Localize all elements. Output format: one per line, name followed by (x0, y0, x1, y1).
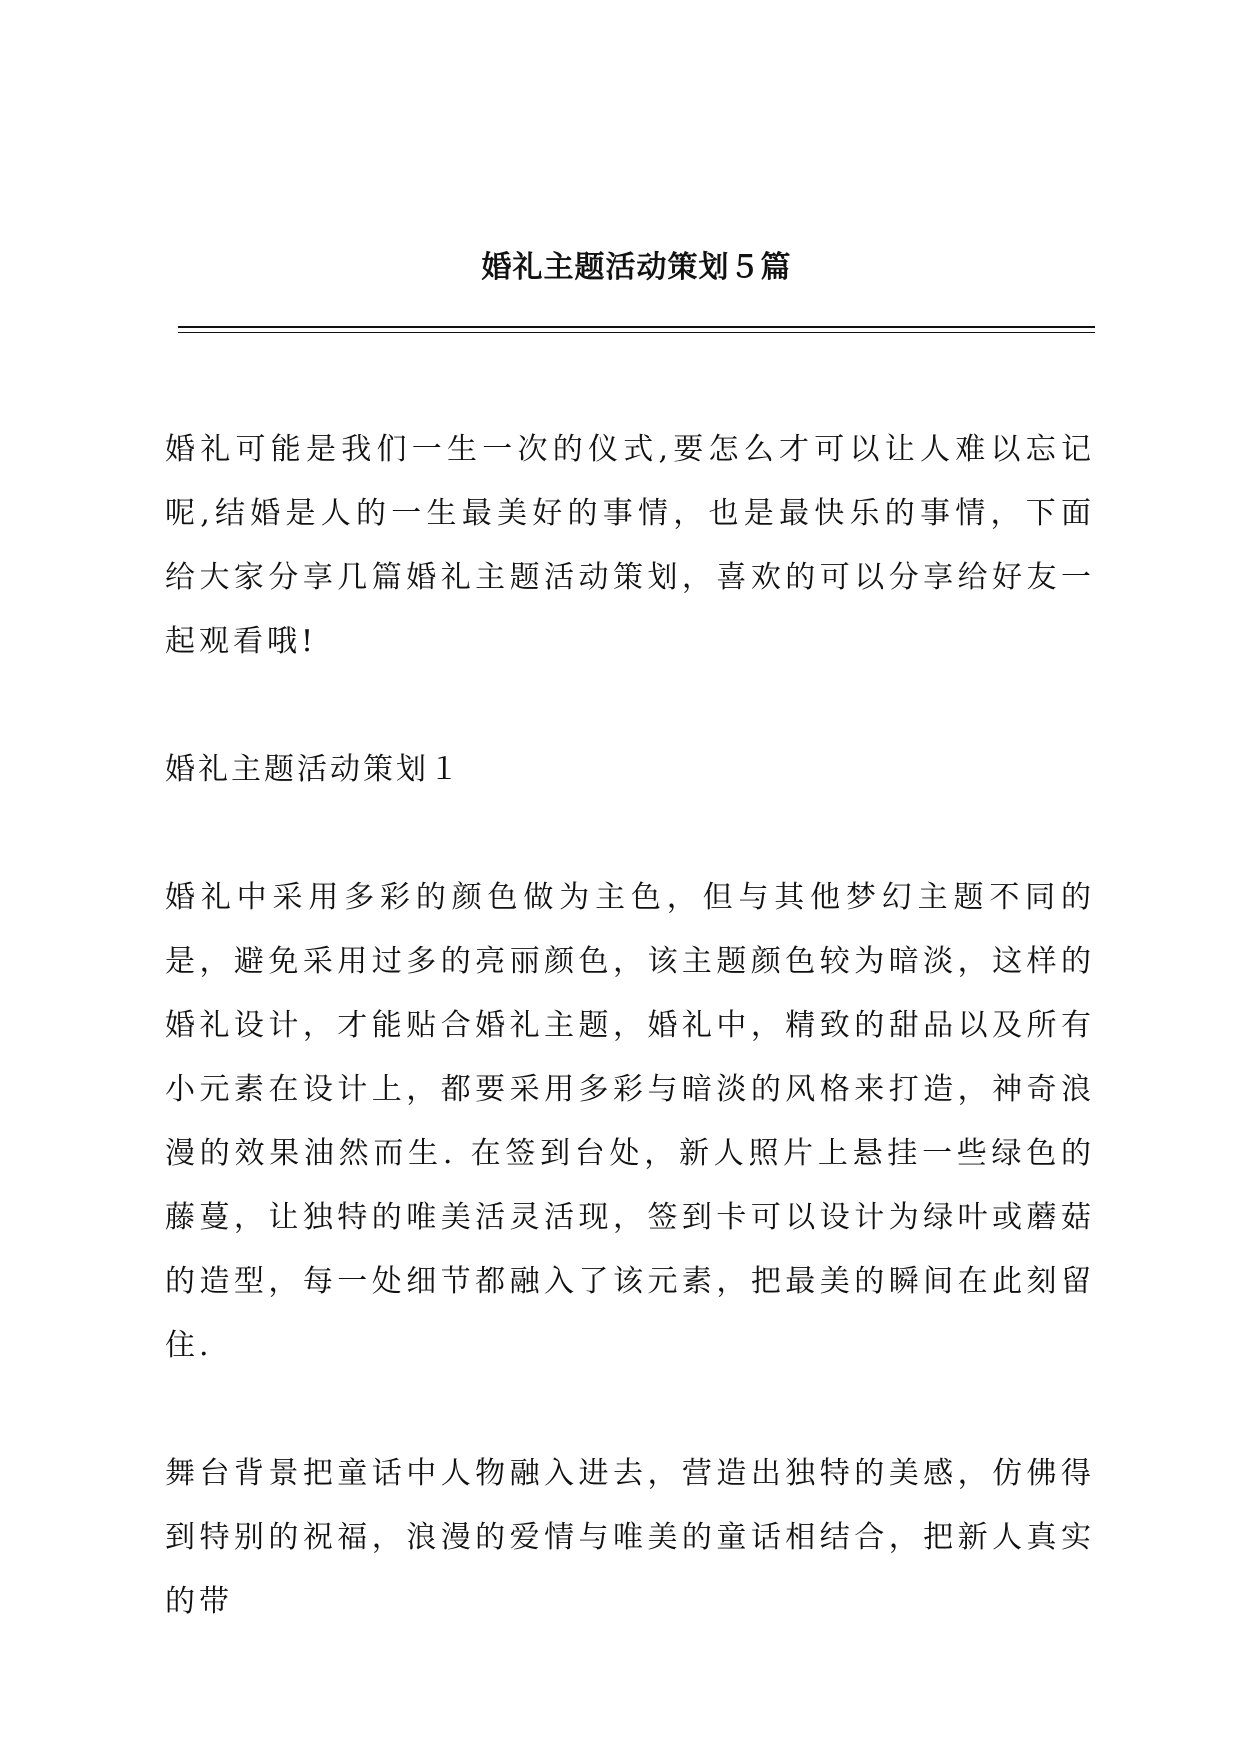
body-paragraph: 婚礼中采用多彩的颜色做为主色，但与其他梦幻主题不同的是，避免采用过多的亮丽颜色，该主题颜色较为暗淡，这样的婚礼设计，才能贴合婚礼主题，婚礼中，精致的甜品以及所有小元素在设计上，都要采用多彩与暗淡的风格来打造，神奇浪漫的效果油然而生. 在签到台处，新人照片上悬挂一些绿色的藤蔓，让独特的唯美活灵活现，签到卡可以设计为绿叶或蘑菇的造型，每一处细节都融入了该元素，把最美的瞬间在此刻留住. (165, 880, 1095, 1363)
title-divider (178, 326, 1095, 328)
section-heading: 婚礼主题活动策划１ (165, 752, 462, 787)
title-divider-thin (178, 332, 1095, 333)
intro-paragraph: 婚礼可能是我们一生一次的仪式,要怎么才可以让人难以忘记呢,结婚是人的一生最美好的事情，也是最快乐的事情，下面给大家分享几篇婚礼主题活动策划，喜欢的可以分享给好友一起观看哦! (165, 432, 1095, 659)
document-title: 婚礼主题活动策划５篇 (481, 250, 792, 285)
document-body (165, 418, 1095, 1698)
body-paragraph: 舞台背景把童话中人物融入进去，营造出独特的美感，仿佛得到特别的祝福，浪漫的爱情与唯美的童话相结合，把新人真实的带 (165, 1456, 1095, 1619)
